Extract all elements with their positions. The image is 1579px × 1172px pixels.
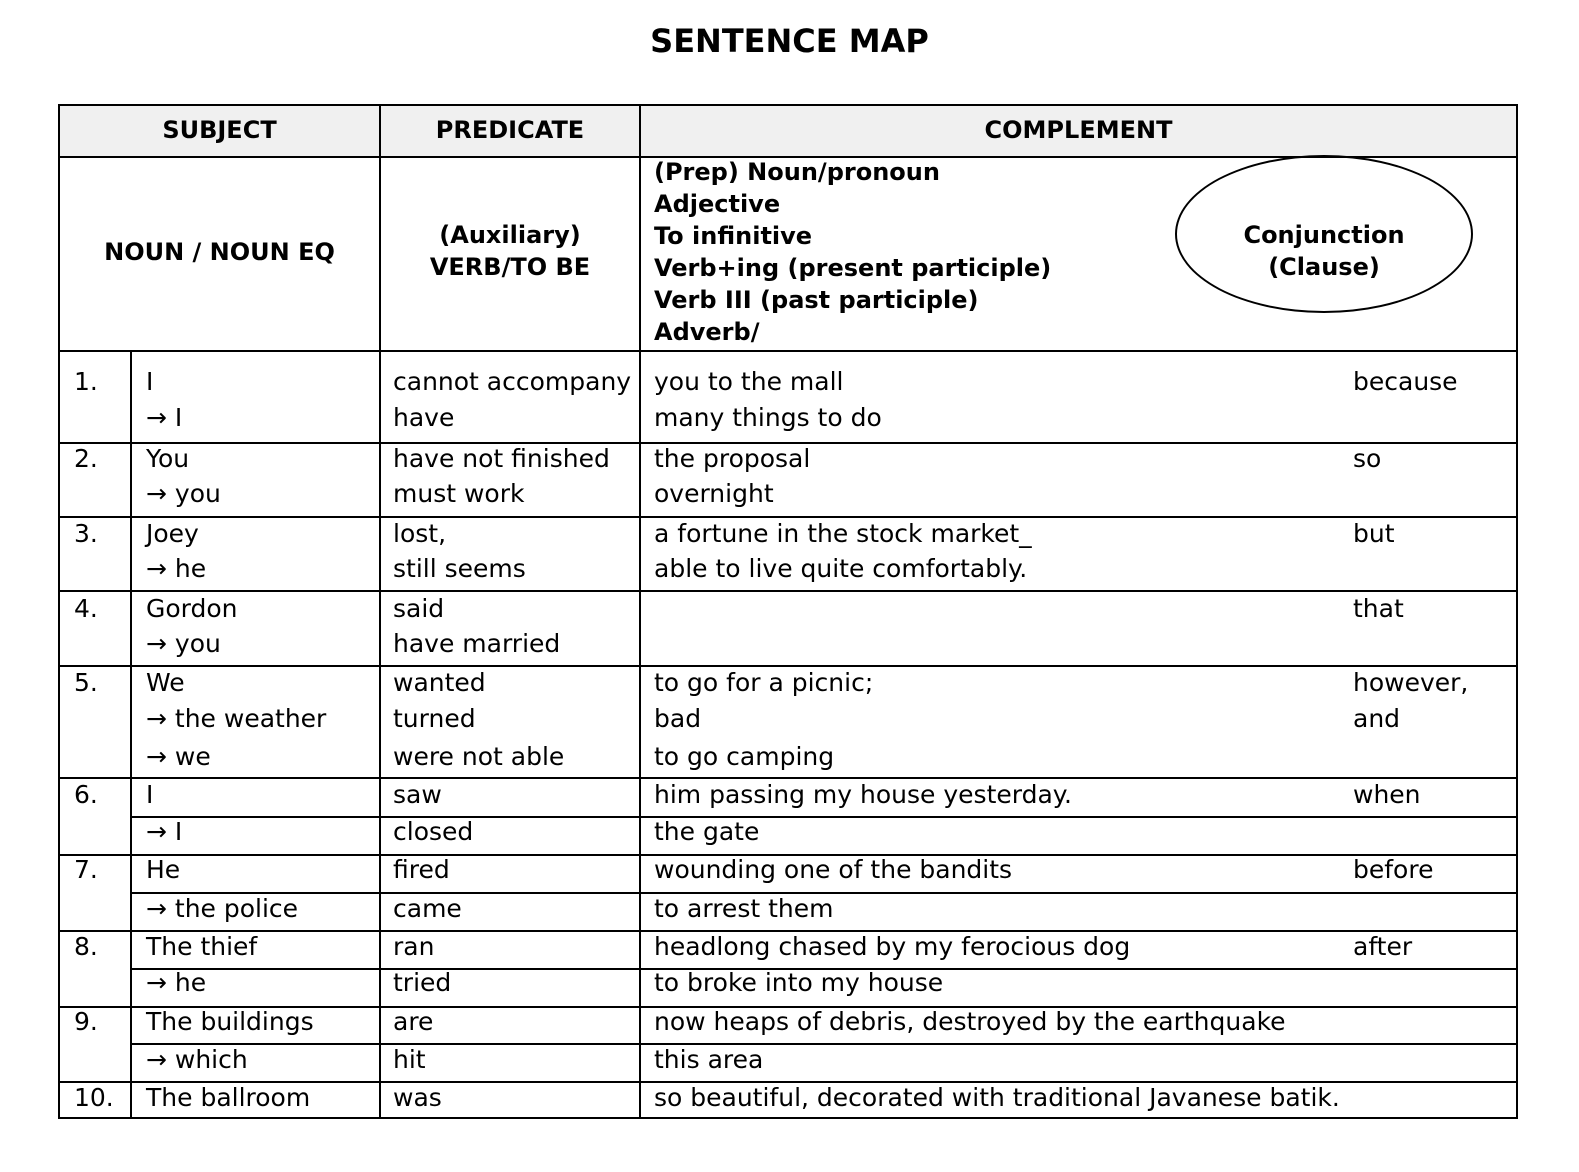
subject-cell: Joey [146,519,199,548]
subject-cell: → I [146,403,183,432]
row-number: 2. [74,444,98,473]
complement-type: Verb+ing (present participle) [654,254,1052,282]
predicate-cell: cannot accompany [393,367,632,396]
divider-number-subject [130,350,132,1117]
conjunction-label [1175,219,1473,283]
conjunction-cell: when [1353,780,1421,809]
row-rule [132,816,1516,818]
sentence-map-table [58,104,1518,1119]
subject-cell: He [146,855,181,884]
predicate-cell: ran [393,932,435,961]
predicate-cell: have [393,403,455,432]
header-complement: COMPLEMENT [984,116,1173,144]
complement-type-list [654,156,1051,348]
subject-cell: I [146,780,154,809]
subject-cell: You [146,444,190,473]
complement-cell: the gate [654,817,760,846]
page-title: SENTENCE MAP [650,22,929,60]
complement-cell: so beautiful, decorated with traditional Javanese batik. [654,1083,1340,1112]
conjunction-cell: because [1353,367,1458,396]
subject-cell: The thief [146,932,258,961]
subheader-predicate-line1: (Auxiliary) [439,221,581,249]
subject-cell: → he [146,968,207,997]
predicate-cell: wanted [393,668,486,697]
complement-cell: overnight [654,479,774,508]
predicate-cell: must work [393,479,525,508]
complement-cell: him passing my house yesterday. [654,780,1072,809]
subject-cell: → I [146,817,183,846]
row-number: 6. [74,780,98,809]
predicate-cell: have not finished [393,444,610,473]
complement-type: Adjective [654,190,781,218]
row-number: 1. [74,367,98,396]
subheader-subject: NOUN / NOUN EQ [104,238,335,266]
row-number: 5. [74,668,98,697]
header-subject: SUBJECT [162,116,277,144]
predicate-cell: said [393,594,445,623]
complement-type: Adverb/ [654,318,760,346]
row-number: 3. [74,519,98,548]
row-number: 8. [74,932,98,961]
complement-cell: to go for a picnic; [654,668,874,697]
header-bottom-rule [60,350,1516,352]
complement-cell: this area [654,1045,764,1074]
predicate-cell: have married [393,629,561,658]
conjunction-cell: after [1353,932,1413,961]
complement-cell: to go camping [654,742,835,771]
complement-cell: many things to do [654,403,882,432]
divider-predicate-complement [639,106,641,1117]
predicate-cell: came [393,894,462,923]
predicate-cell: closed [393,817,474,846]
complement-cell: to broke into my house [654,968,944,997]
conjunction-cell: but [1353,519,1395,548]
subject-cell: → we [146,742,211,771]
complement-cell: you to the mall [654,367,844,396]
complement-cell: able to live quite comfortably. [654,554,1028,583]
predicate-cell: fired [393,855,450,884]
conjunction-cell: however, [1353,668,1469,697]
complement-cell: to arrest them [654,894,834,923]
predicate-cell: were not able [393,742,565,771]
conjunction-label-line2: (Clause) [1268,253,1380,281]
complement-cell: headlong chased by my ferocious dog [654,932,1131,961]
predicate-cell: tried [393,968,452,997]
conjunction-cell: and [1353,704,1401,733]
subject-cell: → the police [146,894,299,923]
conjunction-cell: so [1353,444,1382,473]
subject-cell: The buildings [146,1007,314,1036]
row-number: 4. [74,594,98,623]
predicate-cell: saw [393,780,442,809]
complement-type: (Prep) Noun/pronoun [654,158,940,186]
complement-cell: a fortune in the stock market_ [654,519,1032,548]
complement-cell: wounding one of the bandits [654,855,1013,884]
subject-cell: Gordon [146,594,238,623]
subheader-predicate-line2: VERB/TO BE [429,253,591,281]
predicate-cell: turned [393,704,476,733]
subject-cell: We [146,668,185,697]
subject-cell: → which [146,1045,248,1074]
conjunction-cell: that [1353,594,1404,623]
complement-cell: bad [654,704,702,733]
complement-cell: the proposal [654,444,811,473]
complement-type: To infinitive [654,222,813,250]
row-rule [60,590,1516,592]
predicate-cell: are [393,1007,434,1036]
subject-cell: → you [146,629,221,658]
row-rule [132,1043,1516,1045]
subject-cell: → you [146,479,221,508]
row-number: 9. [74,1007,98,1036]
subject-cell: → he [146,554,207,583]
predicate-cell: lost, [393,519,447,548]
header-predicate: PREDICATE [435,116,585,144]
complement-type: Verb III (past participle) [654,286,979,314]
conjunction-cell: before [1353,855,1434,884]
predicate-cell: still seems [393,554,526,583]
predicate-cell: hit [393,1045,426,1074]
conjunction-label-line1: Conjunction [1243,221,1405,249]
subject-cell: → the weather [146,704,327,733]
subject-cell: I [146,367,154,396]
complement-cell: now heaps of debris, destroyed by the earthquake [654,1007,1286,1036]
predicate-cell: was [393,1083,442,1112]
row-number: 10. [74,1083,114,1112]
row-number: 7. [74,855,98,884]
subject-cell: The ballroom [146,1083,311,1112]
